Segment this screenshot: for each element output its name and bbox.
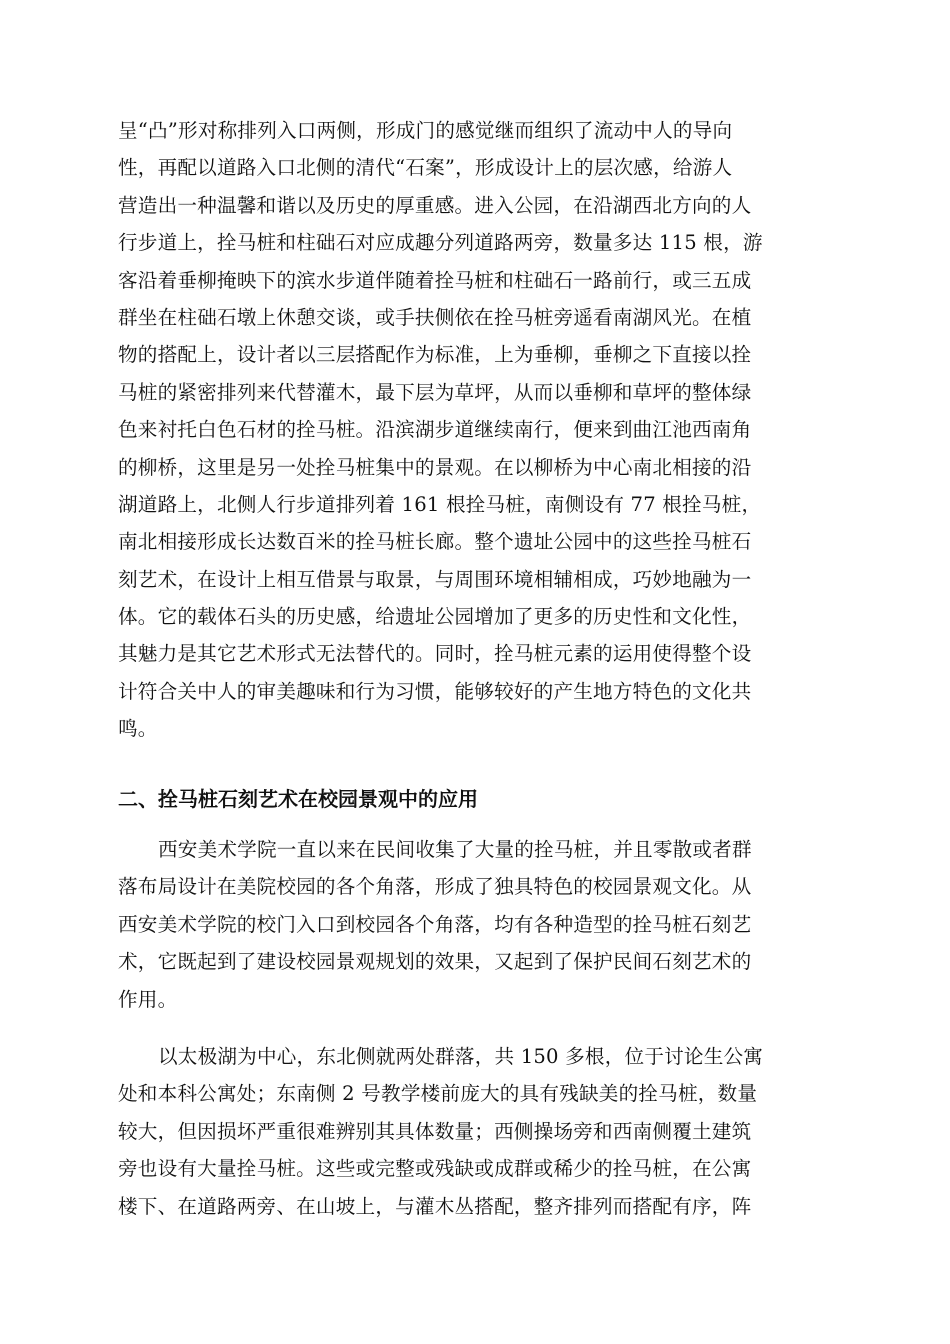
text-line: 以太极湖为中心，东北侧就两处群落，共 150 多根，位于讨论生公寓 [158,1045,764,1068]
text-line: 体。它的载体石头的历史感，给遗址公园增加了更多的历史性和文化性， [118,605,752,629]
text-line: 西安美术学院一直以来在民间收集了大量的拴马桩，并且零散或者群 [158,838,752,861]
text-line: 计符合关中人的审美趣味和行为习惯，能够较好的产生地方特色的文化共 [118,679,752,703]
paragraph-3 [118,1038,832,1225]
text-line: 较大，但因损坏严重很难辨别其具体数量；西侧操场旁和西南侧覆土建筑 [118,1119,752,1143]
text-line: 性，再配以道路入口北侧的清代“石案”，形成设计上的层次感，给游人 [118,156,733,180]
text-line: 行步道上，拴马桩和柱础石对应成趣分列道路两旁，数量多达 115 根，游 [118,231,763,255]
text-line: 营造出一种温馨和谐以及历史的厚重感。进入公园，在沿湖西北方向的人 [118,193,752,217]
text-line: 西安美术学院的校门入口到校园各个角落，均有各种造型的拴马桩石刻艺 [118,912,752,936]
text-line: 马桩的紧密排列来代替灌木，最下层为草坪，从而以垂柳和草坪的整体绿 [118,380,752,404]
paragraph-1 [118,112,832,748]
text-line: 客沿着垂柳掩映下的滨水步道伴随着拴马桩和柱础石一路前行，或三五成 [118,268,752,292]
text-line: 鸣。 [118,717,158,741]
text-line: 作用。 [118,987,178,1011]
text-line: 旁也设有大量拴马桩。这些或完整或残缺或成群或稀少的拴马桩，在公寓 [118,1157,752,1181]
text-line: 群坐在柱础石墩上休憩交谈，或手扶侧依在拴马桩旁遥看南湖风光。在植 [118,305,752,329]
text-line: 处和本科公寓处；东南侧 2 号教学楼前庞大的具有残缺美的拴马桩，数量 [118,1082,758,1106]
text-line: 湖道路上，北侧人行步道排列着 161 根拴马桩，南侧设有 77 根拴马桩， [118,492,762,516]
text-line: 其魅力是其它艺术形式无法替代的。同时，拴马桩元素的运用使得整个设 [118,642,752,666]
text-line: 楼下、在道路两旁、在山坡上，与灌木丛搭配，整齐排列而搭配有序，阵 [118,1194,752,1218]
text-line: 落布局设计在美院校园的各个角落，形成了独具特色的校园景观文化。从 [118,875,752,899]
text-line: 南北相接形成长达数百米的拴马桩长廊。整个遗址公园中的这些拴马桩石 [118,530,752,554]
text-line: 的柳桥，这里是另一处拴马桩集中的景观。在以柳桥为中心南北相接的沿 [118,455,752,479]
text-line: 呈“凸”形对称排列入口两侧，形成门的感觉继而组织了流动中人的导向 [118,119,733,142]
text-line: 刻艺术，在设计上相互借景与取景，与周围环境相辅相成，巧妙地融为一 [118,567,752,591]
section-heading: 二、拴马桩石刻艺术在校园景观中的应用 [118,787,478,811]
text-line: 术，它既起到了建设校园景观规划的效果，又起到了保护民间石刻艺术的 [118,950,752,974]
text-line: 色来衬托白色石材的拴马桩。沿滨湖步道继续南行，便来到曲江池西南角 [118,418,752,442]
text-line: 物的搭配上，设计者以三层搭配作为标准，上为垂柳，垂柳之下直接以拴 [118,343,752,367]
paragraph-2 [118,831,832,1018]
